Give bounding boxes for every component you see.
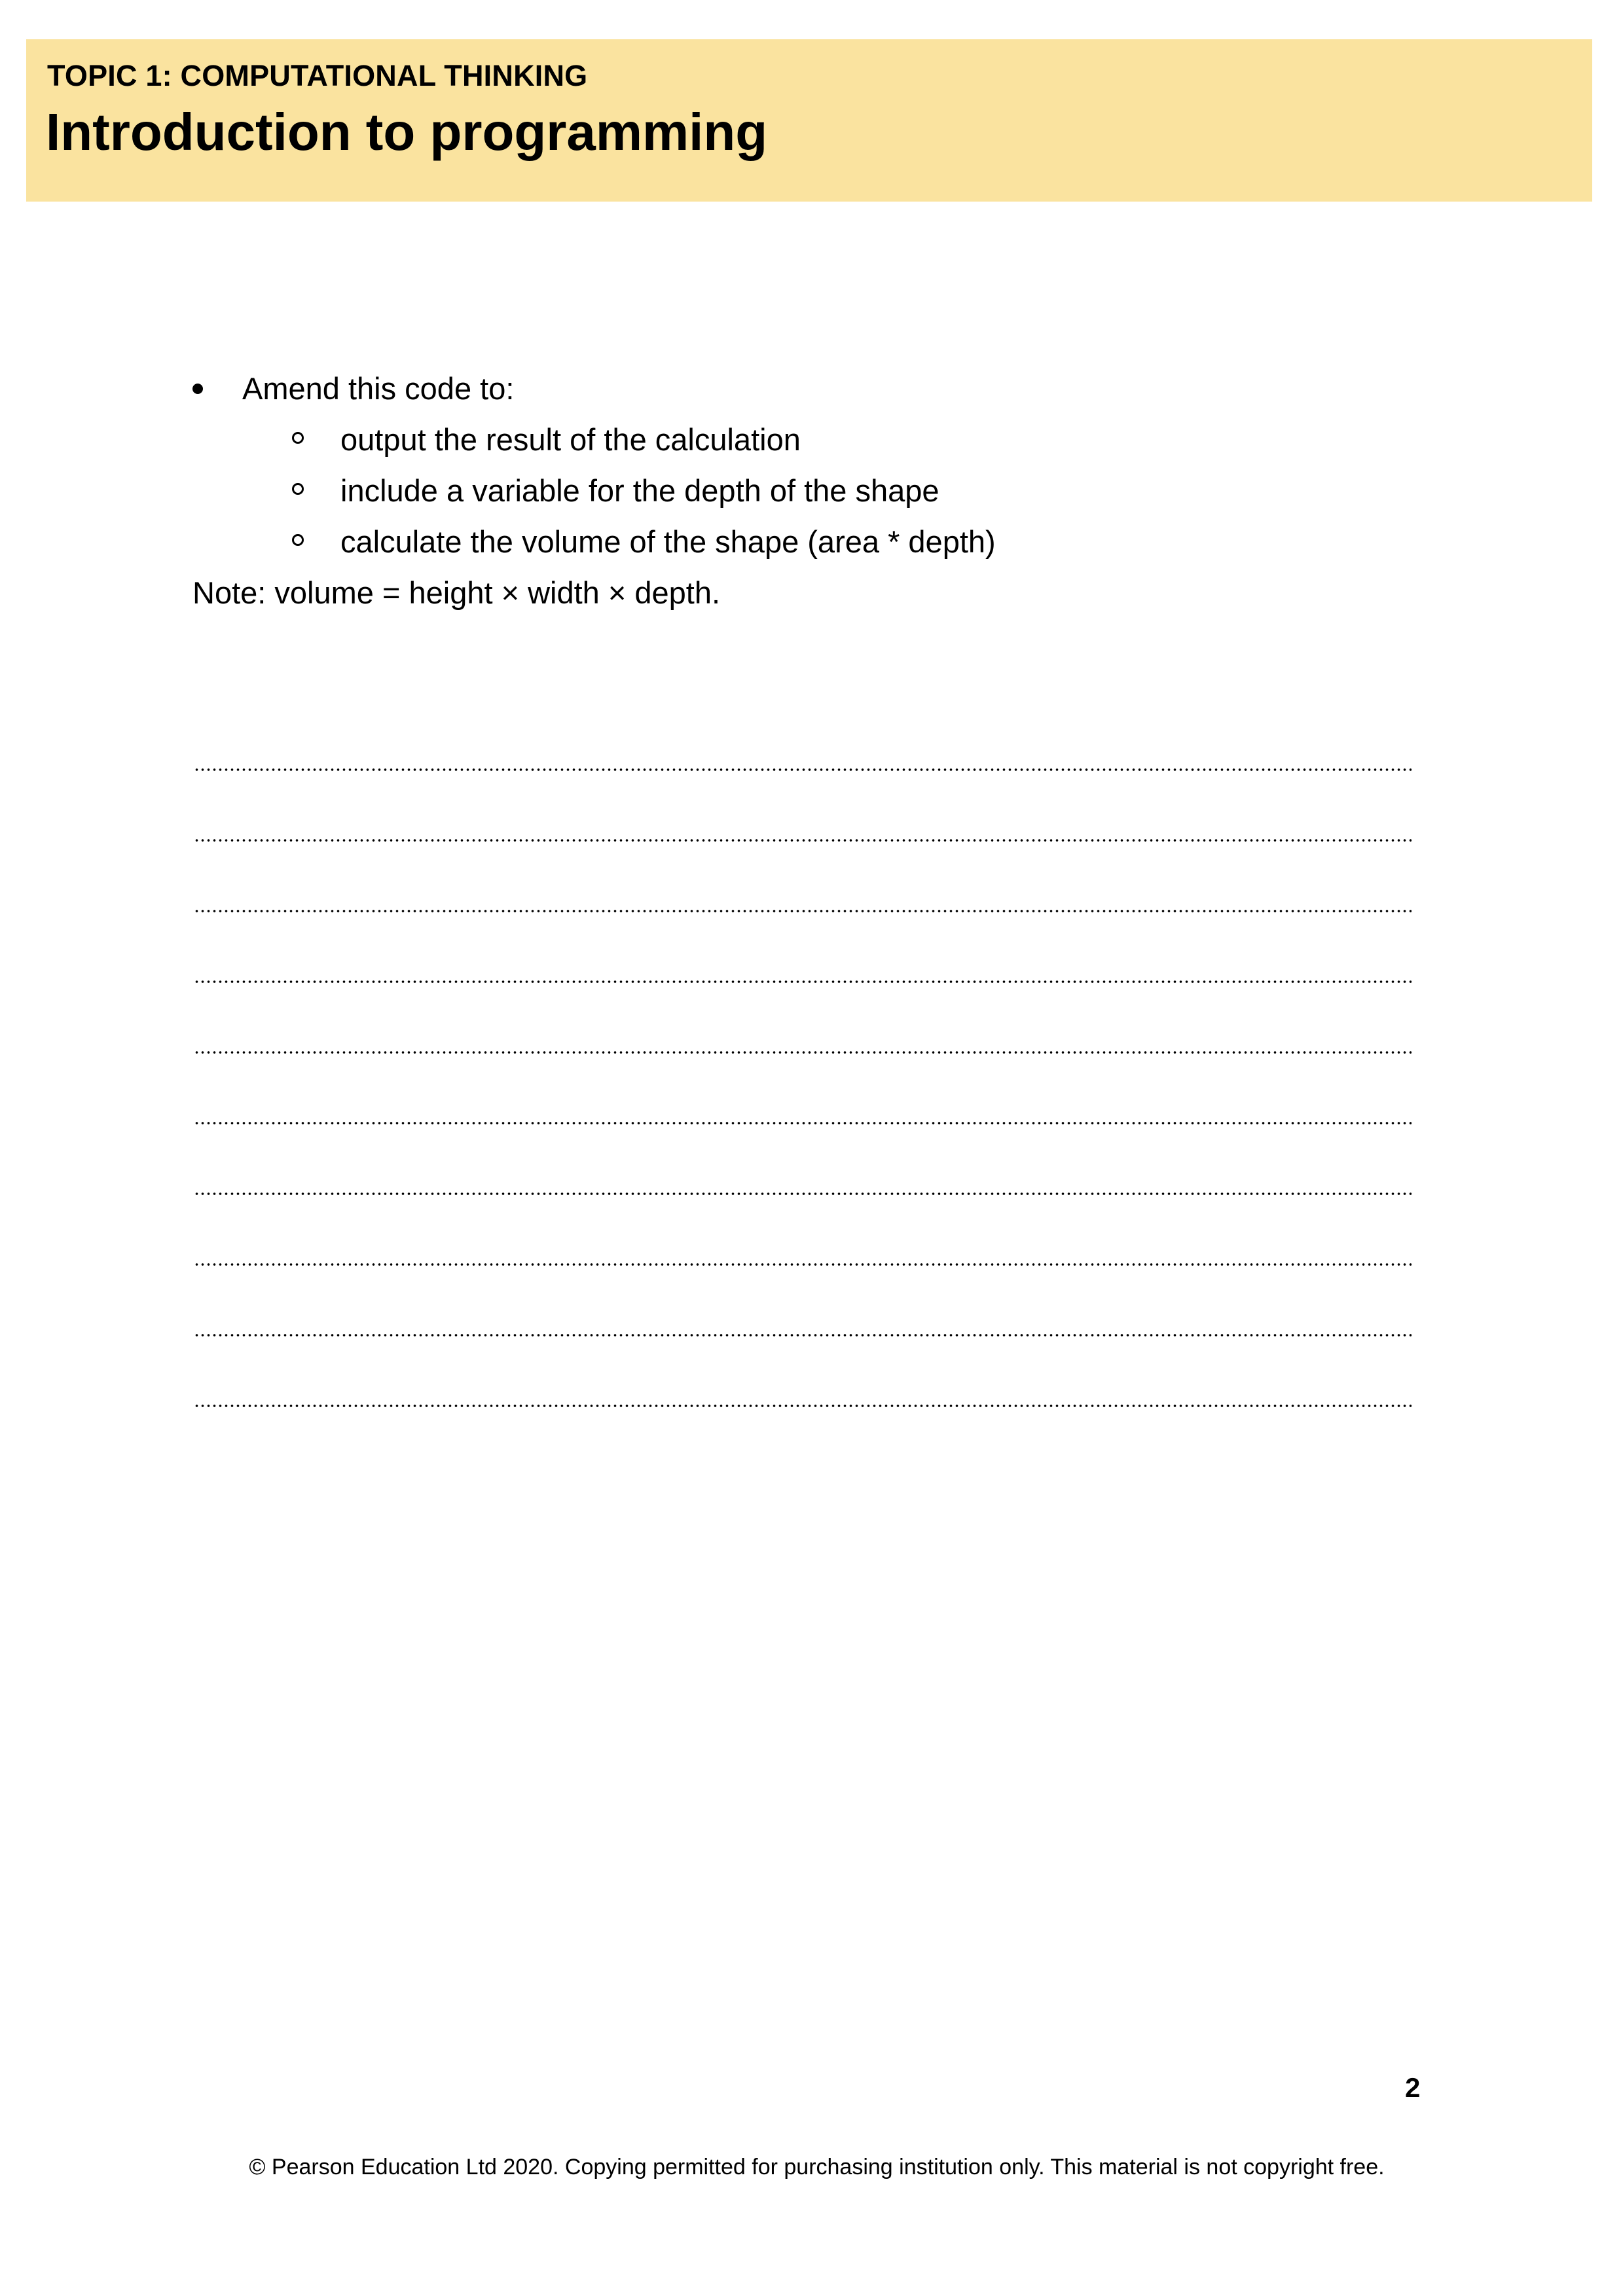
header-banner xyxy=(26,39,1592,202)
page-number: 2 xyxy=(1405,2072,1421,2103)
circle-bullet-icon xyxy=(292,483,304,495)
topic-label: TOPIC 1: COMPUTATIONAL THINKING xyxy=(47,59,588,92)
sub-item-text: include a variable for the depth of the shape xyxy=(340,473,939,508)
bullet-icon xyxy=(192,384,203,394)
answer-lines xyxy=(194,700,1412,1407)
sub-item xyxy=(192,418,1436,469)
sub-item xyxy=(192,520,1436,571)
page-title: Introduction to programming xyxy=(46,103,768,161)
answer-line[interactable] xyxy=(194,1195,1412,1266)
footer-copyright: © Pearson Education Ltd 2020. Copying permitted for purchasing institution only. This material is not copyright free. xyxy=(249,2155,1385,2179)
note-text: Note: volume = height × width × depth. xyxy=(192,575,721,610)
sub-item-text: calculate the volume of the shape (area * depth) xyxy=(340,524,996,559)
instructions xyxy=(192,367,1436,622)
answer-line[interactable] xyxy=(194,1336,1412,1407)
answer-line[interactable] xyxy=(194,842,1412,912)
bullet-item xyxy=(192,367,1436,418)
answer-line[interactable] xyxy=(194,771,1412,842)
answer-line[interactable] xyxy=(194,1266,1412,1336)
sub-item-text: output the result of the calculation xyxy=(340,422,801,457)
answer-line[interactable] xyxy=(194,700,1412,771)
bullet-text: Amend this code to: xyxy=(242,371,515,406)
circle-bullet-icon xyxy=(292,432,304,444)
answer-line[interactable] xyxy=(194,983,1412,1054)
answer-line[interactable] xyxy=(194,1124,1412,1195)
sub-item xyxy=(192,469,1436,520)
answer-line[interactable] xyxy=(194,912,1412,983)
note xyxy=(192,571,1436,622)
answer-line[interactable] xyxy=(194,1054,1412,1124)
circle-bullet-icon xyxy=(292,534,304,546)
